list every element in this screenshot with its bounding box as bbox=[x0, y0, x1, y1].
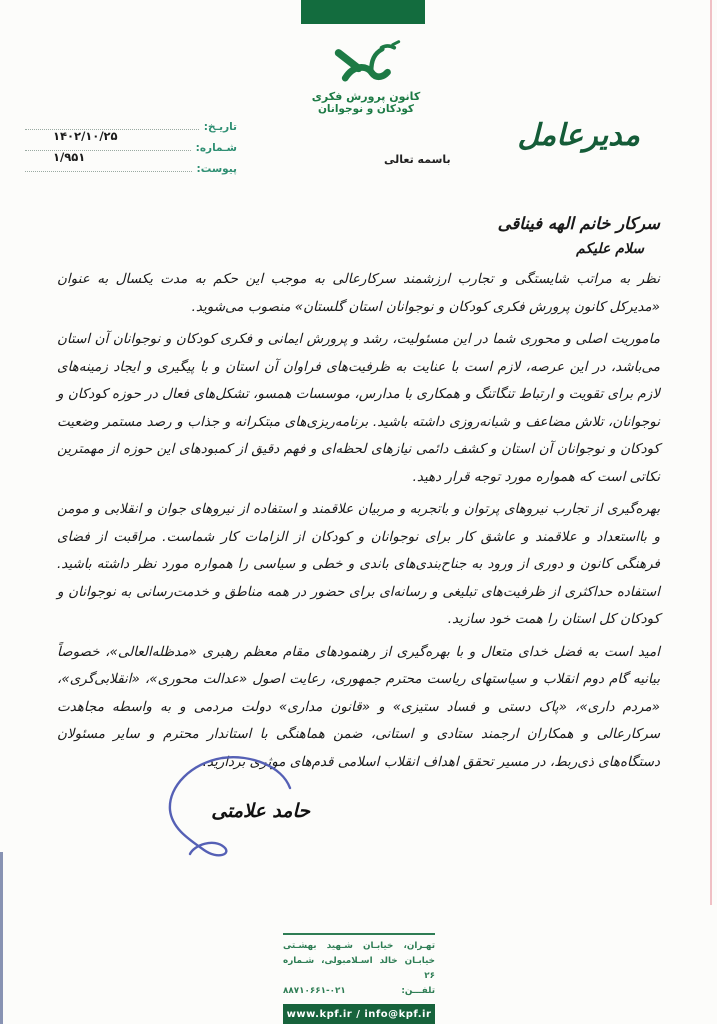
paragraph-mission: ماموریت اصلی و محوری شما در این مسئولیت، رشد و پرورش ایمانی و فکری کودکان و نوجوانان آن استان می‌باشد، در این عرصه، لازم است با عنایت به ظرفیت‌های فراوان آن استان و با پیگیری و ایجاد زمینه‌های لازم برای تقویت و ارتباط تنگاتنگ و همکاری با مدارس، موسسات همسو، تشکل‌های فعال در حوزه کودکان و نوجوانان، تلاش مضاعف و شبانه‌روزی داشته باشید. برنامه‌ریزی‌های مبتکرانه و جذاب و رصد مستمر وضعیت کودکان و نوجوانان آن استان و کشف دائمی نیازهای لحظه‌ای و فهم دقیق از کمبودهای این حوزه از مهمترین نکاتی است که همواره مورد توجه قرار دهید. bbox=[57, 331, 660, 485]
scan-edge-artifact-right bbox=[710, 0, 712, 905]
role-title-calligraphy: مدیرعامل bbox=[517, 118, 640, 153]
number-label: شـماره: bbox=[195, 142, 237, 154]
signature-block bbox=[140, 750, 352, 880]
number-dotted-line bbox=[25, 150, 191, 151]
paragraph-appointment: نظر به مراتب شایستگی و تجارب ارزشمند سرکارعالی به موجب این حکم به مدت یکسال به عنوان «مدیرکل کانون پرورش فکری کودکان و نوجوانان استان گلستان» منصوب می‌شوید. bbox=[57, 271, 660, 315]
letterhead-fields bbox=[25, 112, 237, 175]
attachment-label: پیوست: bbox=[196, 163, 237, 175]
org-name-line2: کودکان و نوجوانان bbox=[317, 103, 415, 115]
org-logo bbox=[300, 38, 432, 115]
number-value: ۱/۹۵۱ bbox=[53, 150, 86, 164]
footer-phone: تلفـــن: ۰۲۱-۸۸۷۱۰۶۶۱ bbox=[283, 986, 435, 996]
letter-body bbox=[57, 211, 660, 781]
footer-website-box: www.kpf.ir / info@kpf.ir bbox=[283, 1004, 435, 1024]
paragraph-closing: امید است به فضل خدای متعال و با بهره‌گیری از رهنمودهای مقام معظم رهبری «مدظله‌العالی»، خصوصاً بیانیه گام دوم انقلاب و سیاستهای ریاست محترم جمهوری، رعایت اصول «عدالت محوری»، «انقلابی‌گری»، «مردم داری»، «پاک دستی و فساد ستیزی» و «قانون مداری» دولت مردمی و به واسطه مجاهدت سرکارعالی و همکاران ارجمند ستادی و استانی، ضمن هماهنگی با استاندار محترم و سایر مسئولان دستگاه‌های ذی‌ربط، در مسیر تحقق اهداف انقلاب اسلامی قدم‌های موثری بردارید. bbox=[57, 643, 660, 770]
top-green-bar bbox=[301, 0, 425, 24]
addressee-name: سرکار خانم الهه فیناقی bbox=[497, 214, 660, 233]
date-label: تاریـخ: bbox=[203, 121, 237, 133]
signatory-name: حامد علامتی bbox=[211, 800, 310, 822]
scan-edge-artifact-left bbox=[0, 852, 3, 1024]
footer-divider bbox=[283, 933, 435, 935]
date-value: ۱۴۰۲/۱۰/۲۵ bbox=[53, 129, 118, 143]
kanoon-bird-icon bbox=[328, 38, 404, 90]
basmala-text: باسمه تعالی bbox=[384, 153, 451, 166]
org-name-line1: کانون پرورش فکری bbox=[311, 90, 421, 103]
footer-block bbox=[283, 933, 435, 1024]
paragraph-personnel: بهره‌گیری از تجارب نیروهای پرتوان و باتجربه و مربیان علاقمند و استفاده از نیروهای جوان و انقلابی و مومن و بااستعداد و علاقمند و عاشق کار برای نوجوانان و کودکان از الزامات کار شماست. مراقبت از فضای فرهنگی کانون و دوری از ورود به جناح‌بندی‌های باندی و خطی و سیاسی را همواره مورد نظر داشته باشید. استفاده حداکثری از ظرفیت‌های تبلیغی و رسانه‌ای برای حضور در همه مناطق و خدمت‌رسانی به نوجوانان و کودکان کل استان را همت خود سازید. bbox=[57, 501, 660, 627]
salutation: سلام علیکم bbox=[576, 241, 644, 257]
footer-address-line1: تهـران، خیابـان شـهید بهشـتی bbox=[283, 941, 435, 951]
footer-address-line2: خیابـان خالد اسـلامبولی، شـماره ۲۶ bbox=[283, 956, 435, 981]
attachment-dotted-line bbox=[25, 171, 192, 172]
